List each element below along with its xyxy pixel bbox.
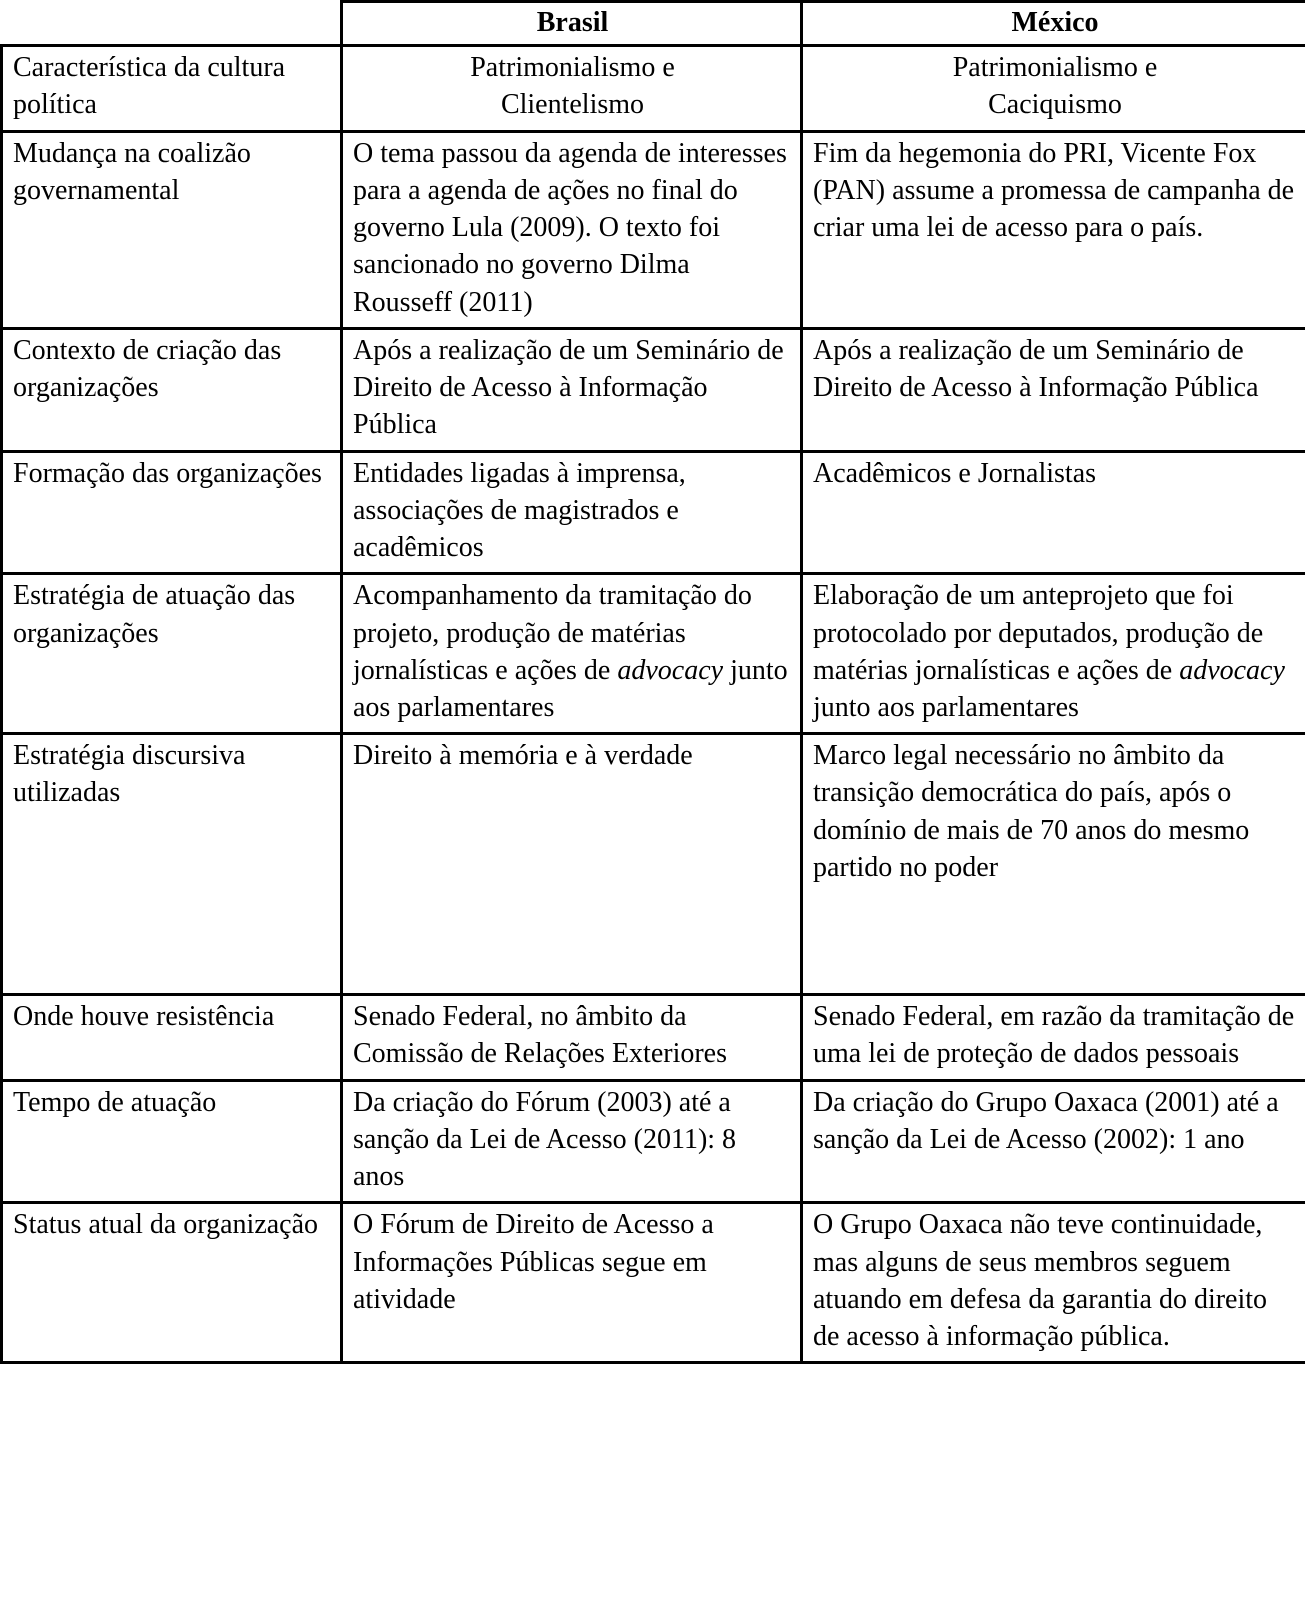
mexico-cell: Senado Federal, em razão da tramitação de uma lei de proteção de dados pessoais (802, 995, 1305, 1080)
row-header-cell: Estratégia discursiva utilizadas (2, 734, 342, 995)
mexico-cell: Fim da hegemonia do PRI, Vicente Fox (PAN) assume a promessa de campanha de criar uma lei de acesso para o país. (802, 131, 1305, 328)
mexico-cell: Marco legal necessário no âmbito da transição democrática do país, após o domínio de mais de 70 anos do mesmo partido no poder (802, 734, 1305, 995)
brasil-cell: Senado Federal, no âmbito da Comissão de Relações Exteriores (342, 995, 802, 1080)
brasil-cell: Direito à memória e à verdade (342, 734, 802, 995)
table-row (2, 995, 1305, 1080)
mexico-cell: O Grupo Oaxaca não teve continuidade, mas alguns de seus membros seguem atuando em defesa da garantia do direito de acesso à informação pública. (802, 1203, 1305, 1363)
row-header-cell: Característica da cultura política (2, 46, 342, 131)
row-header-cell: Estratégia de atuação das organizações (2, 574, 342, 734)
table-row (2, 46, 1305, 131)
table-row (2, 734, 1305, 995)
brasil-cell: O Fórum de Direito de Acesso a Informações Públicas segue em atividade (342, 1203, 802, 1363)
mexico-cell: Elaboração de um anteprojeto que foi protocolado por deputados, produção de matérias jornalísticas e ações de advocacy junto aos parlamentares (802, 574, 1305, 734)
row-header-cell: Formação das organizações (2, 451, 342, 574)
corner-cell (2, 2, 342, 46)
table-row (2, 328, 1305, 451)
brasil-cell: Entidades ligadas à imprensa, associações de magistrados e acadêmicos (342, 451, 802, 574)
row-header-cell: Mudança na coalizão governamental (2, 131, 342, 328)
mexico-cell: Da criação do Grupo Oaxaca (2001) até a sanção da Lei de Acesso (2002): 1 ano (802, 1080, 1305, 1203)
brasil-cell: Após a realização de um Seminário de Direito de Acesso à Informação Pública (342, 328, 802, 451)
table-row (2, 1080, 1305, 1203)
brasil-cell: Da criação do Fórum (2003) até a sanção da Lei de Acesso (2011): 8 anos (342, 1080, 802, 1203)
mexico-cell: Após a realização de um Seminário de Direito de Acesso à Informação Pública (802, 328, 1305, 451)
table-body (2, 46, 1305, 1363)
table-header-row (2, 2, 1305, 46)
header-mexico: México (802, 2, 1305, 46)
brasil-cell: Acompanhamento da tramitação do projeto, produção de matérias jornalísticas e ações de advocacy junto aos parlamentares (342, 574, 802, 734)
table-row (2, 574, 1305, 734)
mexico-cell: Acadêmicos e Jornalistas (802, 451, 1305, 574)
brasil-cell: Patrimonialismo e Clientelismo (342, 46, 802, 131)
row-header-cell: Tempo de atuação (2, 1080, 342, 1203)
table-row (2, 131, 1305, 328)
mexico-cell: Patrimonialismo e Caciquismo (802, 46, 1305, 131)
row-header-cell: Status atual da organização (2, 1203, 342, 1363)
brasil-cell: O tema passou da agenda de interesses para a agenda de ações no final do governo Lula (2009). O texto foi sancionado no governo Dilma Rousseff (2011) (342, 131, 802, 328)
row-header-cell: Contexto de criação das organizações (2, 328, 342, 451)
table-row (2, 1203, 1305, 1363)
header-brasil: Brasil (342, 2, 802, 46)
row-header-cell: Onde houve resistência (2, 995, 342, 1080)
table-row (2, 451, 1305, 574)
